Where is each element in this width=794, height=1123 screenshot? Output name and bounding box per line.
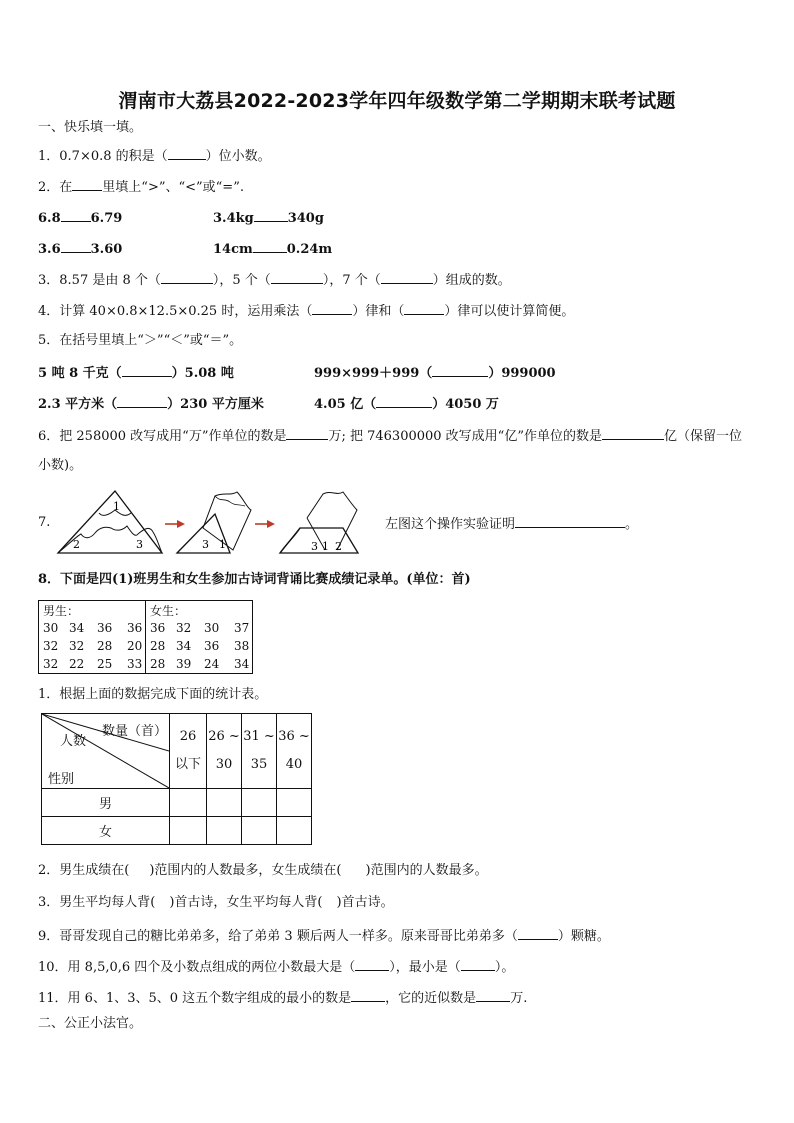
q2-text-b: 里填上“>”、“<”或“=”. bbox=[102, 180, 244, 195]
svg-text:1: 1 bbox=[219, 538, 226, 551]
q8-part-2: 2．男生成绩在( )范围内的人数最多，女生成绩在( )范围内的人数最多。 bbox=[38, 863, 488, 878]
col-header-4: 36 ~ 40 bbox=[277, 714, 312, 789]
corner-count: 人数 bbox=[60, 734, 87, 749]
question-6: 6．把 258000 改写成用“万”作单位的数是 万; 把 746300000 改写成用“亿”作单位的数是 亿（保留一位 bbox=[38, 426, 742, 446]
q2-number: 2． bbox=[38, 180, 60, 195]
corner-quantity: 数量（首） bbox=[102, 724, 168, 739]
q6-blank-1[interactable] bbox=[286, 426, 328, 440]
question-3: 3．8.57 是由 8 个（ ），5 个（ ），7 个（ ）组成的数。 bbox=[38, 270, 511, 290]
q5-item-4-blank[interactable] bbox=[376, 394, 432, 408]
question-5: 5．在括号里填上“＞”“＜”或“＝”。 bbox=[38, 333, 243, 348]
col-header-3: 31 ~ 35 bbox=[242, 714, 277, 789]
q2-item-2-blank[interactable] bbox=[254, 208, 288, 222]
q3-blank-2[interactable] bbox=[271, 270, 323, 284]
q2-blank[interactable] bbox=[72, 177, 102, 191]
girls-label: 女生： bbox=[150, 603, 187, 618]
q5-item-1: 5 吨 8 千克（ ）5.08 吨 bbox=[38, 363, 234, 383]
girls-score-table: 女生： 36 32 30 37 28 34 36 38 28 39 24 34 bbox=[145, 600, 253, 674]
q7-number: 7. bbox=[38, 515, 51, 530]
boys-label: 男生： bbox=[43, 603, 80, 618]
fig-label-3: 3 bbox=[136, 538, 143, 551]
svg-text:1: 1 bbox=[322, 540, 329, 553]
cell-boys-4[interactable] bbox=[277, 789, 312, 817]
q6-continued: 小数)。 bbox=[38, 458, 83, 473]
col-header-2: 26 ~ 30 bbox=[207, 714, 242, 789]
boys-score-table: 男生： 30 34 36 36 32 32 28 20 32 22 25 33 bbox=[38, 600, 146, 674]
q2-text-a: 在 bbox=[59, 180, 73, 195]
q11-blank-1[interactable] bbox=[351, 988, 385, 1002]
q1-number: 1． bbox=[38, 149, 60, 164]
q1-blank[interactable] bbox=[168, 146, 206, 160]
question-1 bbox=[38, 146, 271, 166]
cell-boys-1[interactable] bbox=[170, 789, 207, 817]
fig-label-2: 2 bbox=[73, 538, 80, 551]
q2-item-2: 3.4kg 340g bbox=[213, 208, 324, 228]
q2-item-1: 6.8 6.79 bbox=[38, 208, 122, 228]
cell-girls-2[interactable] bbox=[207, 817, 242, 845]
svg-text:3: 3 bbox=[202, 538, 209, 551]
cell-girls-3[interactable] bbox=[242, 817, 277, 845]
q5-item-2-blank[interactable] bbox=[432, 363, 488, 377]
question-8: 8．下面是四(1)班男生和女生参加古诗词背诵比赛成绩记录单。(单位：首) bbox=[38, 572, 471, 587]
q4-blank-2[interactable] bbox=[404, 301, 444, 315]
question-9: 9．哥哥发现自己的糖比弟弟多，给了弟弟 3 颗后两人一样多。原来哥哥比弟弟多（ ）颗糖。 bbox=[38, 926, 610, 946]
question-11: 11．用 6、1、3、5、0 这五个数字组成的最小的数是 ，它的近似数是 万. bbox=[38, 988, 527, 1008]
q5-item-4: 4.05 亿（ ）4050 万 bbox=[314, 394, 499, 414]
question-2 bbox=[38, 177, 244, 197]
q2-item-4: 14cm 0.24m bbox=[213, 239, 332, 259]
q2-item-3-blank[interactable] bbox=[61, 239, 91, 253]
q4-blank-1[interactable] bbox=[312, 301, 352, 315]
q10-blank-1[interactable] bbox=[355, 957, 389, 971]
q2-item-4-blank[interactable] bbox=[253, 239, 287, 253]
q3-blank-3[interactable] bbox=[381, 270, 433, 284]
table-corner-header bbox=[42, 714, 170, 789]
q11-blank-2[interactable] bbox=[476, 988, 510, 1002]
cell-girls-1[interactable] bbox=[170, 817, 207, 845]
row-label-girls: 女 bbox=[42, 817, 170, 845]
section-1-heading: 一、快乐填一填。 bbox=[38, 120, 143, 135]
q5-item-2: 999×999＋999（ ）999000 bbox=[314, 363, 556, 383]
cell-boys-3[interactable] bbox=[242, 789, 277, 817]
q1-text-a: 0.7×0.8 的积是（ bbox=[59, 149, 168, 164]
q6-blank-2[interactable] bbox=[602, 426, 664, 440]
q5-item-3-blank[interactable] bbox=[117, 394, 167, 408]
q2-item-1-blank[interactable] bbox=[61, 208, 91, 222]
q3-blank-1[interactable] bbox=[161, 270, 213, 284]
cell-boys-2[interactable] bbox=[207, 789, 242, 817]
svg-text:2: 2 bbox=[335, 540, 342, 553]
page-title: 渭南市大荔县2022-2023学年四年级数学第二学期期末联考试题 bbox=[118, 90, 676, 112]
q7-text: 左图这个操作实验证明 。 bbox=[385, 514, 638, 534]
corner-gender: 性别 bbox=[48, 772, 75, 787]
triangle-fold-figure bbox=[55, 488, 360, 560]
q8-part-3: 3．男生平均每人背( )首古诗，女生平均每人背( )首古诗。 bbox=[38, 895, 394, 910]
row-label-boys: 男 bbox=[42, 789, 170, 817]
q7-blank[interactable] bbox=[515, 514, 625, 528]
fig-label-1: 1 bbox=[113, 500, 120, 513]
question-4: 4．计算 40×0.8×12.5×0.25 时，运用乘法（ ）律和（ ）律可以使计算简便。 bbox=[38, 301, 574, 321]
q5-item-1-blank[interactable] bbox=[122, 363, 172, 377]
col-header-1: 26 以下 bbox=[170, 714, 207, 789]
q2-item-3: 3.6 3.60 bbox=[38, 239, 122, 259]
q5-item-3: 2.3 平方米（ ）230 平方厘米 bbox=[38, 394, 264, 414]
section-2-heading: 二、公正小法官。 bbox=[38, 1016, 143, 1031]
question-10: 10．用 8,5,0,6 四个及小数点组成的两位小数最大是（ ），最小是（ ）。 bbox=[38, 957, 514, 977]
cell-girls-4[interactable] bbox=[277, 817, 312, 845]
q1-text-b: ）位小数。 bbox=[205, 149, 271, 164]
statistics-table bbox=[41, 713, 312, 845]
q8-part-1: 1．根据上面的数据完成下面的统计表。 bbox=[38, 687, 268, 702]
svg-text:3: 3 bbox=[311, 540, 318, 553]
q10-blank-2[interactable] bbox=[461, 957, 495, 971]
q9-blank[interactable] bbox=[518, 926, 558, 940]
